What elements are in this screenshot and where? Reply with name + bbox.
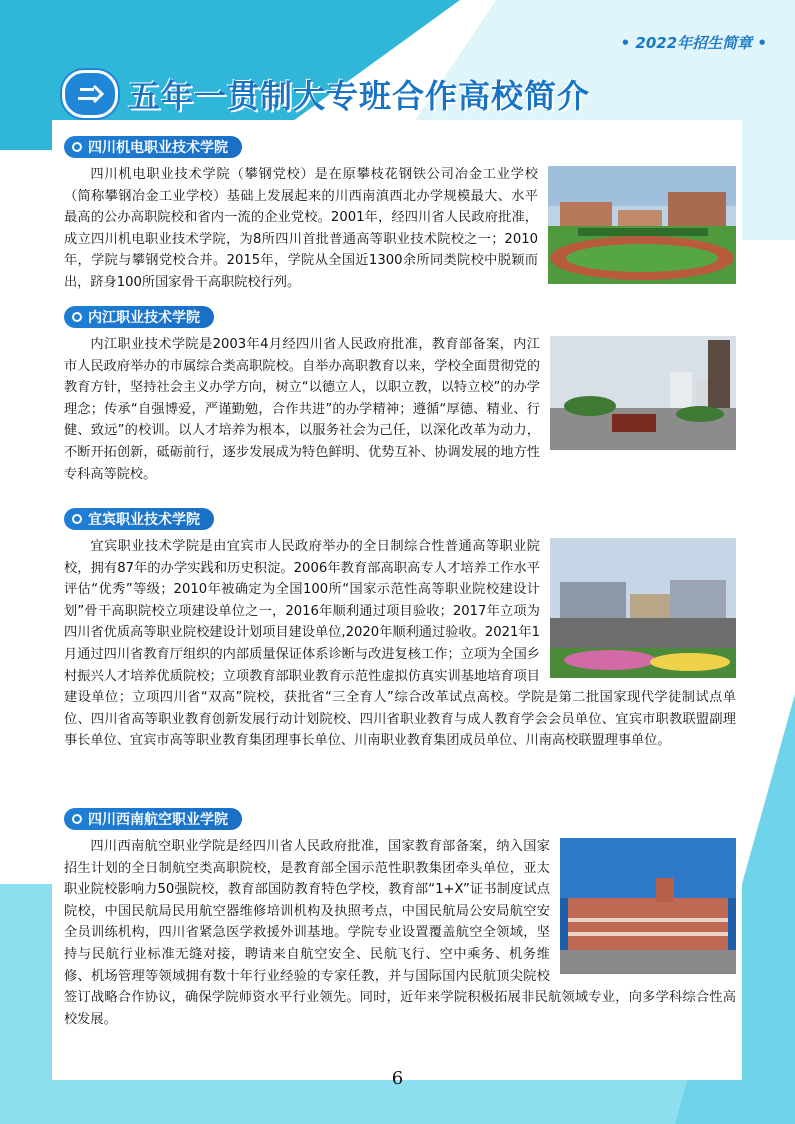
circle-icon xyxy=(72,142,82,152)
section-sichuan-jidian xyxy=(64,136,736,294)
section-title: 四川机电职业技术学院 xyxy=(88,140,228,156)
title-row xyxy=(62,70,590,118)
campus-building-photo xyxy=(560,838,736,974)
section-title: 宜宾职业技术学院 xyxy=(88,512,200,528)
section-body: 四川机电职业技术学院（攀钢党校）是在原攀枝花钢铁公司冶金工业学校（简称攀钢冶金工业学校）基础上发展起来的川西南滇西北办学规模最大、水平最高的公办高职院校和省内一流的企业党校。2001年，经四川省人民政府批准，成立四川机电职业技术学院，为8所四川首批普通高等职业技术院校之一；2010年，学院与攀钢党校合并。2015年，学院从全国近1300余所同类院校中脱颖而出，跻身100所国家骨干高职院校行列。 xyxy=(64,164,736,294)
section-body: 内江职业技术学院是2003年4月经四川省人民政府批准，教育部备案，内江市人民政府举办的市属综合类高职院校。自举办高职教育以来，学校全面贯彻党的教育方针，坚持社会主义办学方向，树立“以德立人，以职立教，以特立校”的办学理念；传承“自强博爱，严谨勤勉，合作共进”的办学精神；遵循“厚德、精业、行健、致远”的校训。以人才培养为根本，以服务社会为己任，以深化改革为动力，不断开拓创新，砥砺前行，逐步发展成为特色鲜明、优势互补、协调发展的地方性专科高等院校。 xyxy=(64,334,736,485)
circle-icon xyxy=(72,514,82,524)
title-badge-icon xyxy=(62,70,118,118)
campus-square-photo xyxy=(550,538,736,678)
page-number: 6 xyxy=(391,1068,404,1089)
section-body: 宜宾职业技术学院是由宜宾市人民政府举办的全日制综合性普通高等职业院校，拥有87年的办学实践和历史积淀。2006年教育部高职高专人才培养工作水平评估“优秀”等级；2010年被确定为全国100所“国家示范性高等职业院校建设计划”骨干高职院校立项建设单位之一，2016年顺利通过项目验收；2017年立项为四川省优质高等职业院校建设计划项目建设单位,2020年顺利通过验收。2021年1月通过四川省教育厅组织的内部质量保证体系诊断与改进复核工作；立项为全国乡村振兴人才培养优质院校；立项教育部职业教育示范性虚拟仿真实训基地培育项目建设单位；立项四川省“双高”院校，获批省“三全育人”综合改革试点高校。学院是第二批国家现代学徒制试点单位、四川省高等职业教育创新发展行动计划院校、四川省职业教育与成人教育学会会员单位、宜宾市职教联盟副理事长单位、宜宾市高等职业教育集团理事长单位、川南职业教育集团成员单位、川南高校联盟理事单位。 xyxy=(64,539,736,749)
circle-icon xyxy=(72,814,82,824)
section-label xyxy=(64,306,214,328)
section-neijiang xyxy=(64,306,736,485)
section-label xyxy=(64,508,214,530)
circle-icon xyxy=(72,312,82,322)
section-xinan-hangkong xyxy=(64,808,736,1030)
section-body: 四川西南航空职业学院是经四川省人民政府批准，国家教育部备案，纳入国家招生计划的全日制航空类高职院校，是教育部全国示范性职教集团牵头单位，亚太职业院校影响力50强院校，教育部国防教育特色学校，教育部“1+X”证书制度试点院校，中国民航局民用航空器维修培训机构及执照考点，中国民航局公安局航空安全员训练机构，四川省紧急医学救援外训基地。学院专业设置覆盖航空全领域，坚持与民航行业标准无缝对接，聘请来自航空安全、民航飞行、空中乘务、机务维修、机场管理等领域拥有数十年行业经验的专家任教，并与国际国内民航顶尖院校签订战略合作协议，确保学院师资水平行业领先。同时，近年来学院积极拓展非民航领域专业，向多学科综合性高校发展。 xyxy=(64,839,736,1027)
section-label xyxy=(64,136,242,158)
section-yibin xyxy=(64,508,736,752)
header-tag: • 2022年招生简章 • xyxy=(620,34,767,52)
campus-gate-photo xyxy=(550,336,736,450)
section-label xyxy=(64,808,242,830)
campus-photo xyxy=(548,166,736,284)
section-title: 内江职业技术学院 xyxy=(88,310,200,326)
page-title: 五年一贯制大专班合作高校简介 xyxy=(128,77,591,115)
section-title: 四川西南航空职业学院 xyxy=(88,812,228,828)
